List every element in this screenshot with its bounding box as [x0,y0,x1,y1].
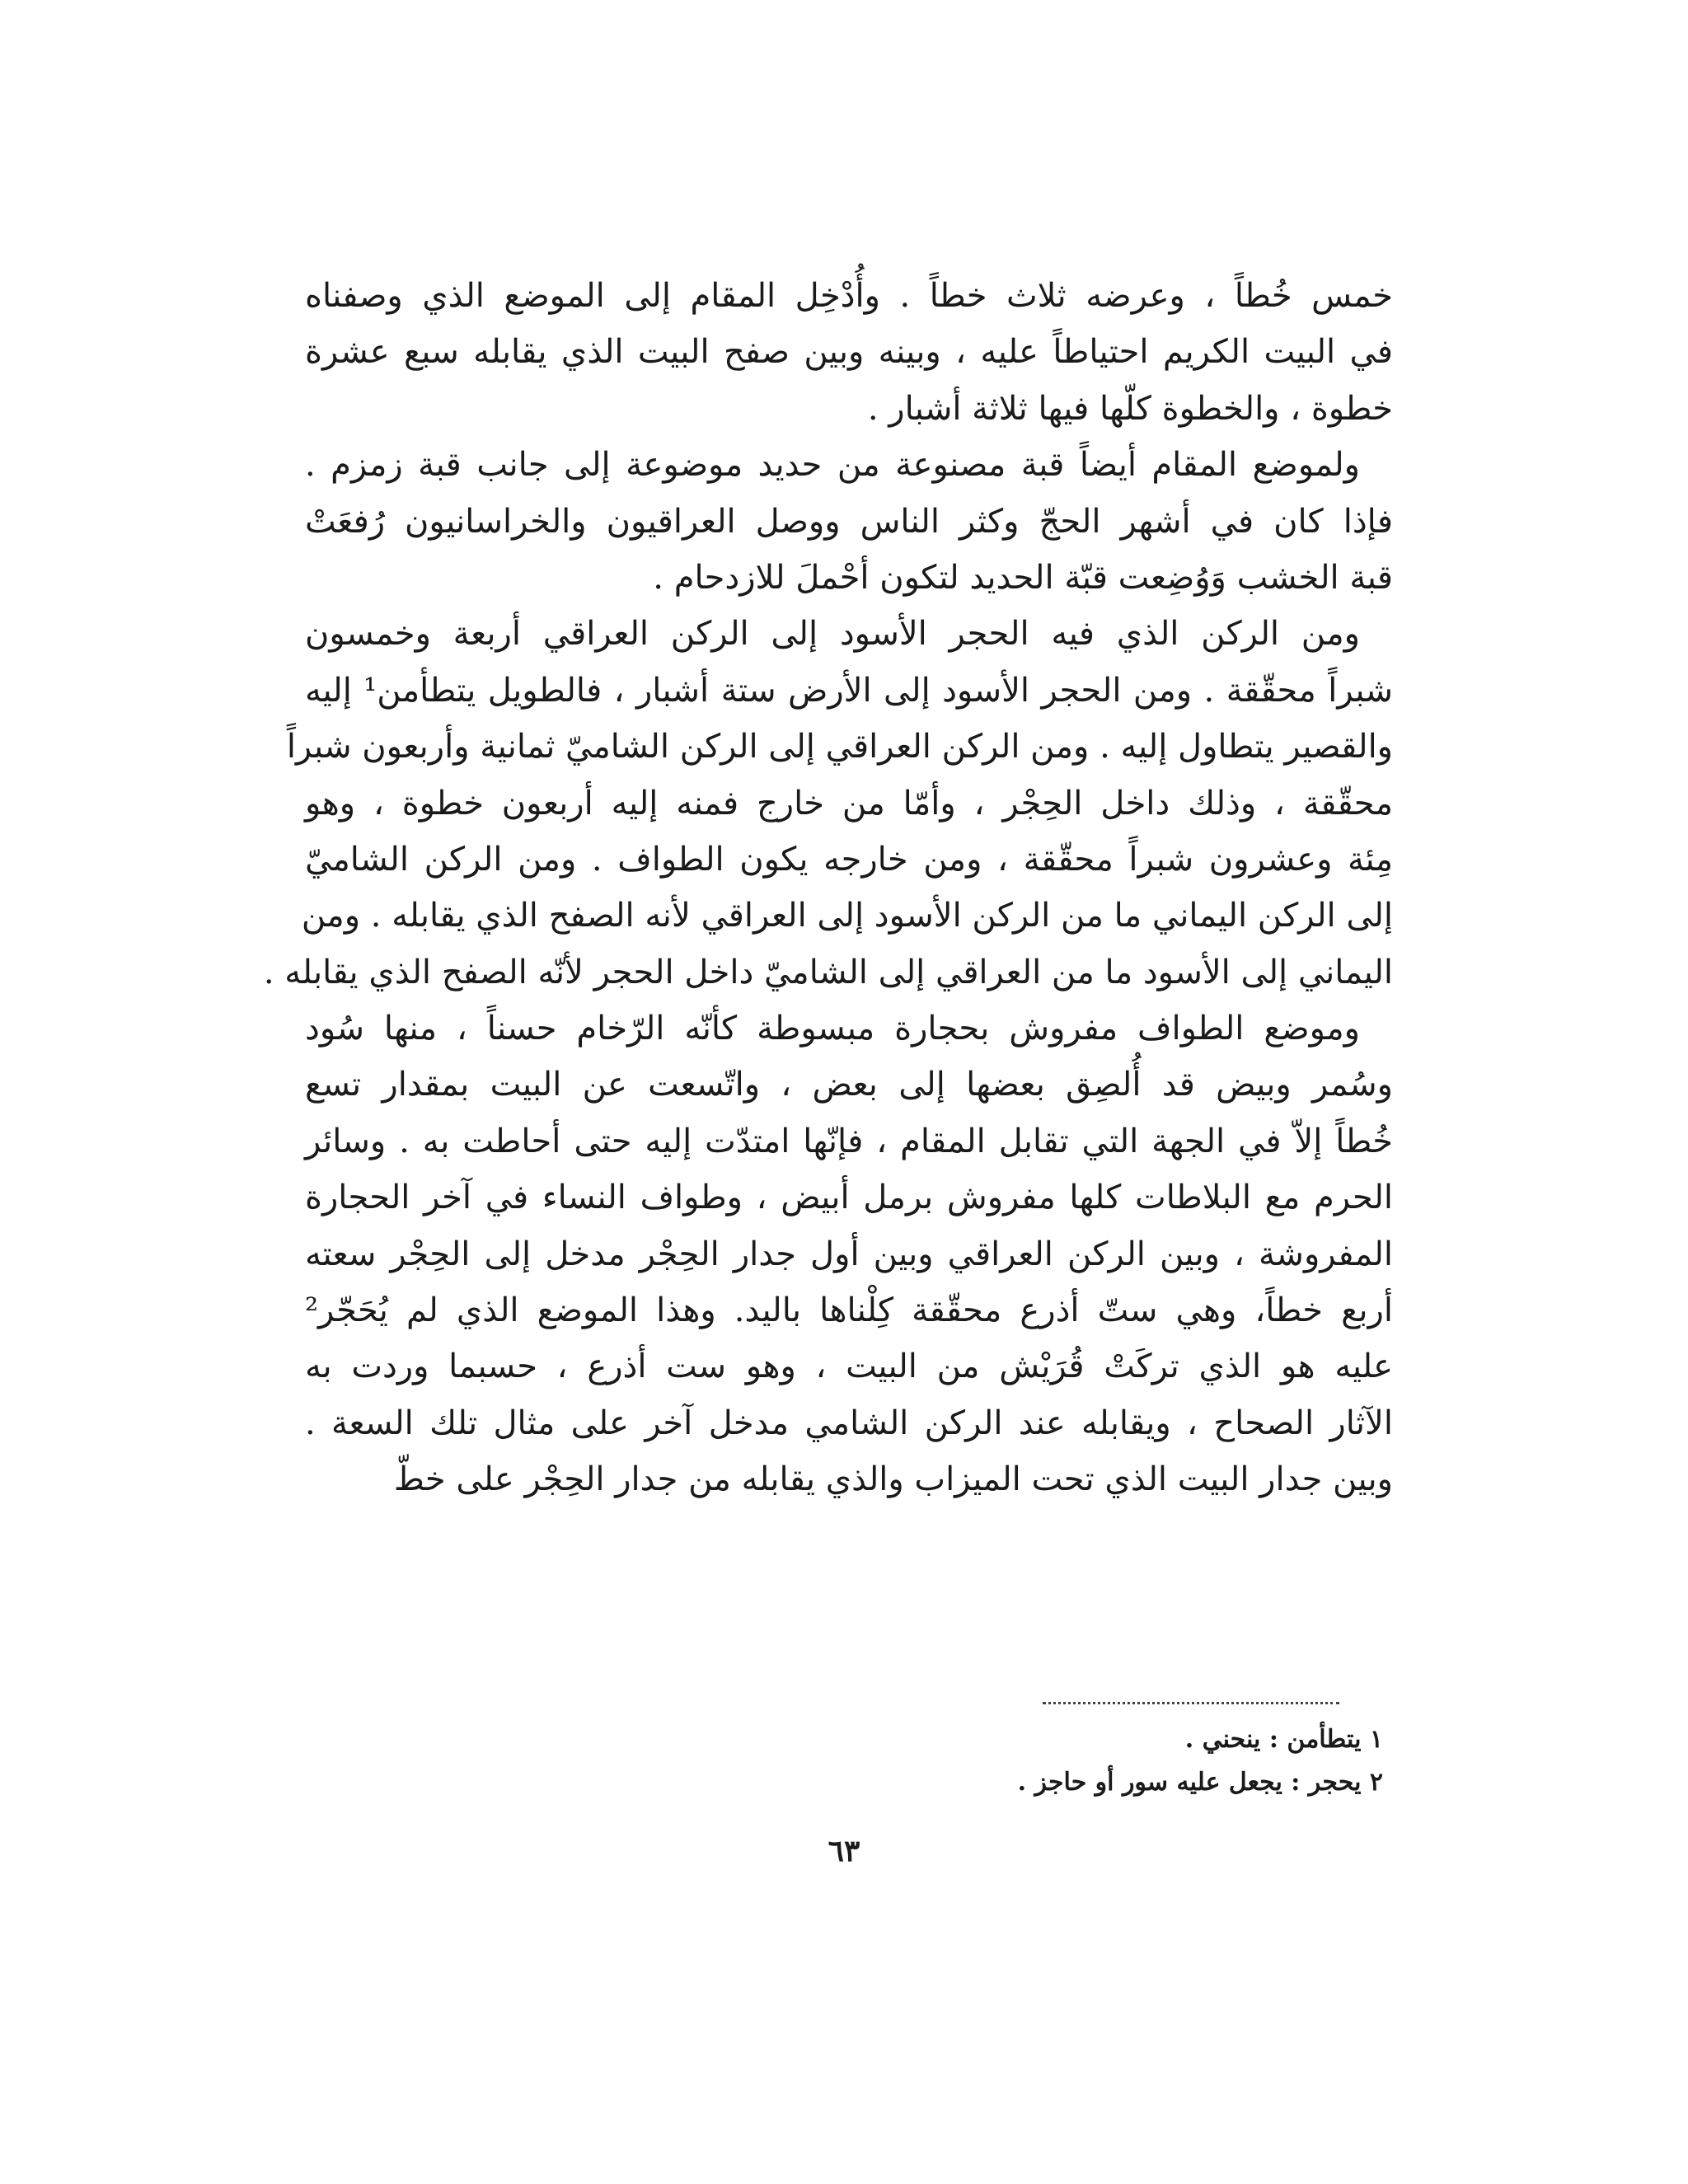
footnote-separator [1043,1702,1339,1704]
text-line: ولموضع المقام أيضاً قبة مصنوعة من حديد موضوعة إلى جانب قبة زمزم . [305,446,1360,485]
text-line: وبين جدار البيت الذي تحت الميزاب والذي يقابله من جدار الحِجْر على خطّ [393,1460,1393,1499]
text-line: فإذا كان في أشهر الحجّ وكثر الناس ووصل العراقيون والخراسانيون رُفعَتْ [305,502,1393,541]
text-line: المفروشة ، وبين الركن العراقي وبين أول جدار الحِجْر مدخل إلى الحِجْر سعته [305,1235,1393,1273]
text-line: شبراً محقّقة . ومن الحجر الأسود إلى الأرض ستة أشبار ، فالطويل يتطأمن¹ إليه [305,671,1393,710]
footnotes [806,1718,1383,1804]
page-body [263,268,1393,1508]
text-line: إلى الركن اليماني ما من الركن الأسود إلى العراقي لأنه الصفح الذي يقابله . ومن [301,897,1393,935]
text-line: مِئة وعشرون شبراً محقّقة ، ومن خارجه يكون الطواف . ومن الركن الشاميّ [305,840,1393,879]
text-line: عليه هو الذي تركَتْ قُرَيْش من البيت ، وهو ست أذرع ، حسبما وردت به [305,1347,1393,1386]
paragraph [305,268,1393,437]
text-line: أربع خطاً، وهي ستّ أذرع محقّقة كِلْناها باليد. وهذا الموضع الذي لم يُحَجّر² [305,1291,1393,1330]
page-number: ٦٣ [828,1834,860,1868]
text-line: وسُمر وبيض قد أُلصِق بعضها إلى بعض ، واتّسعت عن البيت بمقدار تسع [305,1066,1393,1104]
main-text [263,268,1393,1508]
text-line: قبة الخشب وَوُضِعت قبّة الحديد لتكون أحْملَ للازدحام . [653,558,1393,597]
text-line: خمس خُطاً ، وعرضه ثلاث خطاً . وأُدْخِل المقام إلى الموضع الذي وصفناه [305,277,1393,315]
paragraph [263,606,1393,1001]
text-line: وموضع الطواف مفروش بحجارة مبسوطة كأنّه الرّخام حسناً ، منها سُود [305,1010,1360,1048]
paragraph [305,1001,1393,1508]
text-line: خطوة ، والخطوة كلّها فيها ثلاثة أشبار . [867,389,1393,428]
text-line: الآثار الصحاح ، ويقابله عند الركن الشامي مدخل آخر على مثال تلك السعة . [305,1404,1393,1442]
footnote-2: ٢ يحجر : يجعل عليه سور أو حاجز . [1017,1768,1383,1797]
footnote-1: ١ يتطأمن : ينحني . [1184,1725,1383,1754]
text-line: محقّقة ، وذلك داخل الحِجْر ، وأمّا من خارج فمنه إليه أربعون خطوة ، وهو [305,784,1393,823]
text-line: والقصير يتطاول إليه . ومن الركن العراقي إلى الركن الشاميّ ثمانية وأربعون شبراً [286,728,1393,766]
paragraph [305,437,1393,606]
text-line: اليماني إلى الأسود ما من العراقي إلى الشاميّ داخل الحجر لأنّه الصفح الذي يقابله . [263,953,1393,991]
text-line: الحرم مع البلاطات كلها مفروش برمل أبيض ، وطواف النساء في آخر الحجارة [305,1179,1393,1217]
text-line: ومن الركن الذي فيه الحجر الأسود إلى الركن العراقي أربعة وخمسون [305,615,1360,654]
text-line: خُطاً إلاّ في الجهة التي تقابل المقام ، فإنّها امتدّت إليه حتى أحاطت به . وسائر [305,1122,1393,1160]
text-line: في البيت الكريم احتياطاً عليه ، وبينه وبين صفح البيت الذي يقابله سبع عشرة [305,333,1393,372]
